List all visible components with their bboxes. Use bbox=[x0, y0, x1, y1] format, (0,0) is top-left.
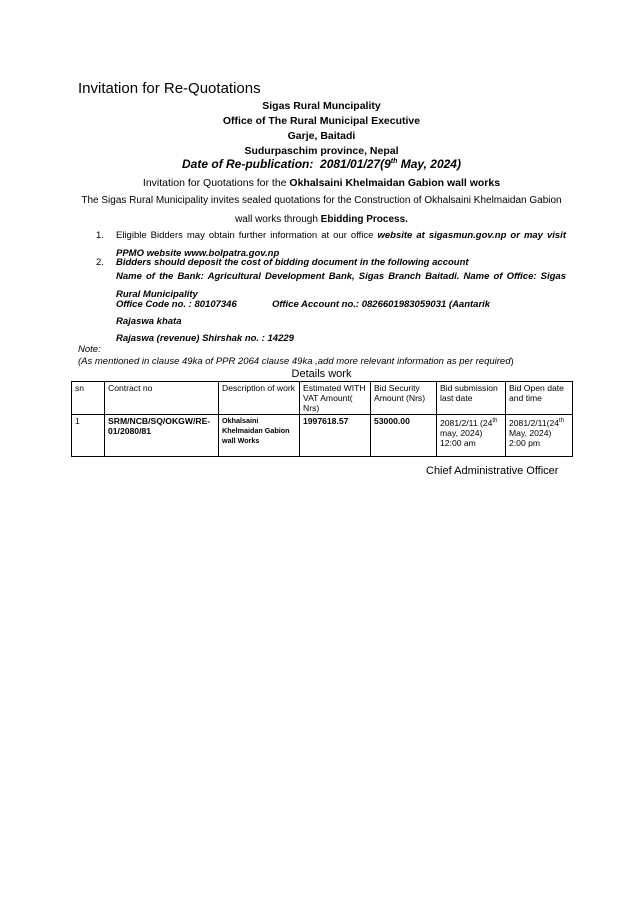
note-label: Note: bbox=[78, 344, 101, 355]
rajaswa-khata: Rajaswa khata bbox=[116, 316, 182, 327]
invite-prefix: Invitation for Quotations for the bbox=[142, 177, 290, 189]
submission-a: 2081/2/11 (24 bbox=[440, 417, 493, 428]
details-table bbox=[71, 381, 573, 457]
cell-contract-no: SRM/NCB/SQ/OKGW/RE-01/2080/81 bbox=[105, 415, 219, 457]
item-1-prefix: Eligible Bidders may obtain further information at our office bbox=[116, 230, 378, 241]
item-2-bank: Name of the Bank: Agricultural Development Bank, Sigas Branch Baitadi. Name of Office: Sigas Rural Municipality bbox=[116, 271, 566, 300]
office-code: Office Code no. : 80107346 bbox=[116, 299, 237, 310]
desc-bold: Ebidding Process. bbox=[320, 214, 408, 225]
note-text bbox=[78, 356, 514, 367]
header-estimated: Estimated WITH VAT Amount( Nrs) bbox=[300, 382, 371, 415]
table-title: Details work bbox=[291, 368, 352, 380]
header-bid-security: Bid Security Amount (Nrs) bbox=[371, 382, 437, 415]
submission-b: may, 2024) 12:00 am bbox=[440, 427, 483, 448]
date-label: Date of Re-publication: bbox=[182, 157, 314, 171]
open-a: 2081/2/11(24 bbox=[509, 417, 560, 428]
office-account: Office Account no.: 0826601983059031 (Aantarik bbox=[272, 299, 491, 310]
header-open-date: Bid Open date and time bbox=[506, 382, 573, 415]
submission-sup: th bbox=[492, 418, 498, 424]
item-1-emph: website at sigasmun.gov.np or may visit PPMO website www.bolpatra.gov.np bbox=[116, 230, 566, 259]
table-header-row bbox=[72, 382, 573, 415]
item-2-number: 2. bbox=[96, 257, 104, 268]
open-b: May, 2024) 2:00 pm bbox=[509, 427, 552, 448]
cell-sn: 1 bbox=[72, 415, 105, 457]
republication-date bbox=[0, 157, 643, 171]
cell-open-date bbox=[506, 415, 573, 457]
open-sup: th bbox=[559, 418, 565, 424]
cell-submission bbox=[437, 415, 506, 457]
rajaswa-shirshak: Rajaswa (revenue) Shirshak no. : 14229 bbox=[116, 333, 294, 344]
cell-bid-security: 53000.00 bbox=[371, 415, 437, 457]
desc-prefix: wall works through bbox=[235, 214, 321, 225]
header-description: Description of work bbox=[219, 382, 300, 415]
page-heading: Invitation for Re-Quotations bbox=[78, 80, 261, 97]
invitation-line bbox=[0, 177, 643, 189]
note-suffix: ) bbox=[510, 356, 514, 367]
item-1-number: 1. bbox=[96, 230, 104, 241]
org-province: Sudurpaschim province, Nepal bbox=[244, 145, 399, 157]
item-2-title: Bidders should deposit the cost of bidding document in the following account bbox=[116, 257, 469, 268]
cell-estimated: 1997618.57 bbox=[300, 415, 371, 457]
table-row bbox=[72, 415, 573, 457]
note-prefix: (As mentioned in clause 49ka of PPR 2064 clause 49ka ,add more relevant information as per required bbox=[78, 356, 511, 367]
invite-work: Okhalsaini Khelmaidan Gabion wall works bbox=[289, 177, 501, 189]
date-sup: th bbox=[390, 158, 398, 165]
date-value: 2081/01/27(9 bbox=[320, 157, 391, 171]
header-contract-no: Contract no bbox=[105, 382, 219, 415]
org-location: Garje, Baitadi bbox=[287, 130, 356, 142]
org-name: Sigas Rural Muncipality bbox=[262, 100, 381, 112]
description-line-2 bbox=[0, 214, 643, 225]
org-office: Office of The Rural Municipal Executive bbox=[222, 115, 421, 127]
header-sn: sn bbox=[72, 382, 105, 415]
date-value-rest: May, 2024) bbox=[397, 157, 461, 171]
description-line-1: The Sigas Rural Municipality invites sealed quotations for the Construction of Okhalsaini Khelmaidan Gabion bbox=[81, 195, 562, 206]
header-submission: Bid submission last date bbox=[437, 382, 506, 415]
signature-title: Chief Administrative Officer bbox=[426, 465, 559, 477]
cell-description: Okhalsaini Khelmaidan Gabion wall Works bbox=[219, 415, 300, 457]
